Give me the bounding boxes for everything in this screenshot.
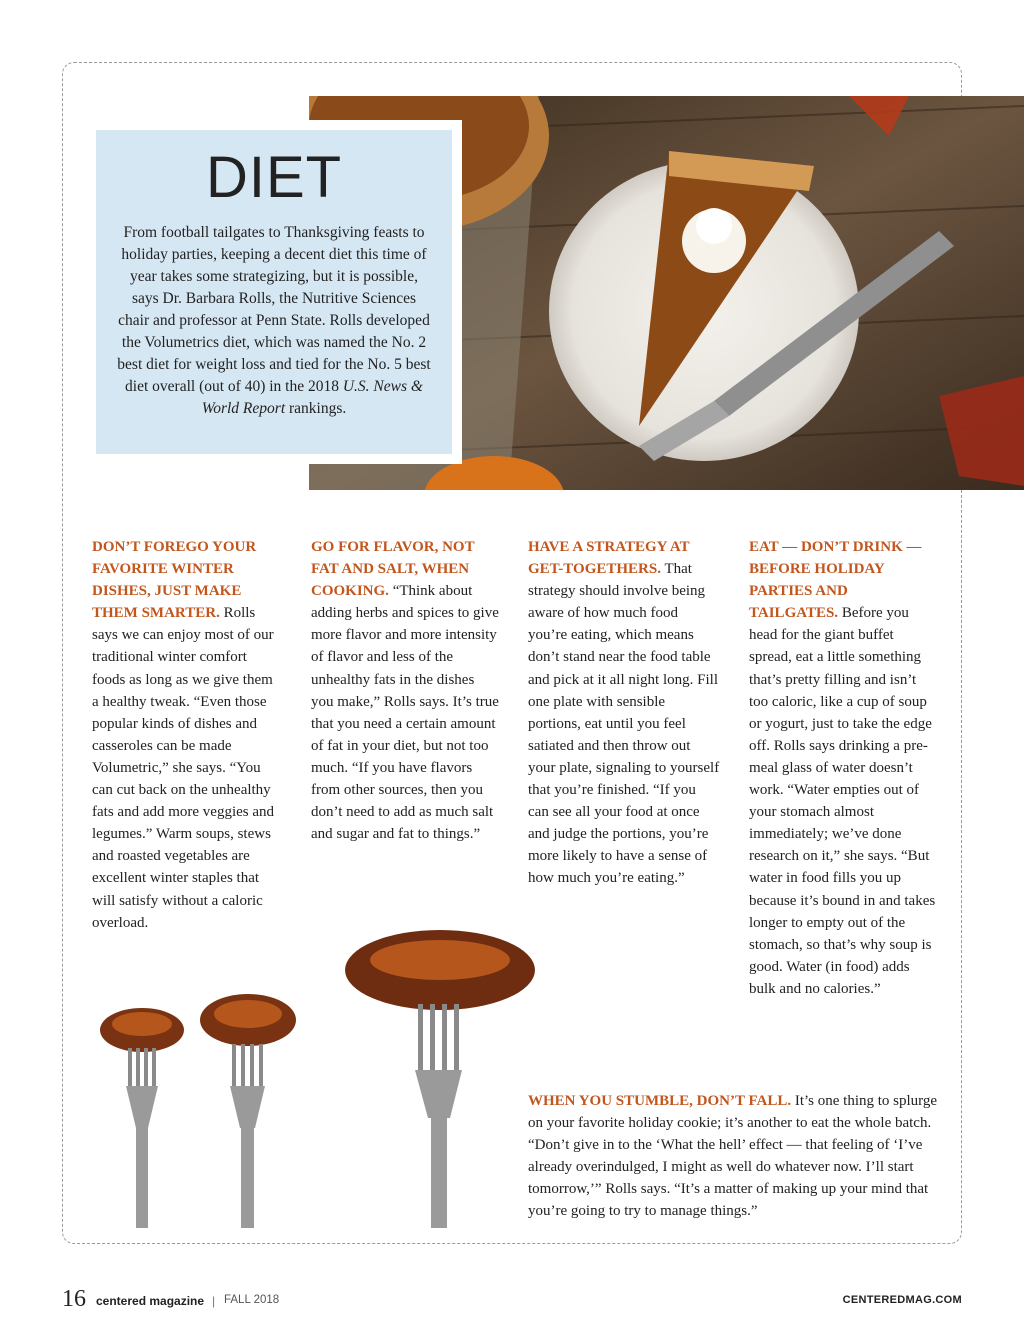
section-title: DIET: [205, 145, 343, 210]
column-heading: WHEN YOU STUMBLE, DON’T FALL.: [528, 1093, 792, 1109]
intro-text-end: rankings.: [285, 400, 347, 417]
website-link[interactable]: CENTEREDMAG.COM: [842, 1294, 962, 1306]
column-heading: HAVE A STRATEGY AT GET-TOGETHERS.: [528, 539, 690, 578]
roasted-chicken-on-forks-photo: [90, 928, 560, 1228]
article-column-3: [528, 536, 720, 890]
intro-publication: U.S. News & World Report: [201, 378, 423, 417]
article-column-4: [749, 536, 937, 1000]
column-body: Before you head for the giant buffet spread, eat a little something that’s pretty filling and isn’t too caloric, like a cup of soup or yogurt, just to take the edge off. Rolls says drinking a pre-meal glass of water doesn’t work. “Water empties out of your stomach almost immediately; we’ve done research on it,” she says. “But water in food fills you up because it’s bound in and takes longer to empty out of the stomach, so that’s why soup is good. Water (in food) adds bulk and no calories.”: [749, 605, 936, 997]
column-heading: DON’T FOREGO YOUR FAVORITE WINTER DISHES, JUST MAKE THEM SMARTER.: [92, 539, 257, 622]
column-body: Rolls says we can enjoy most of our traditional winter comfort foods as long as we give them a healthy tweak. “Even those popular kinds of dishes and casseroles can be made Volumetric,” she says. “You can cut back on the unhealthy fats and add more veggies and legumes.” Warm soups, stews and roasted vegetables are excellent winter staples that will satisfy without a caloric overload.: [92, 605, 275, 931]
page-number: 16: [62, 1286, 86, 1312]
page-footer: [62, 1286, 962, 1314]
column-body: That strategy should involve being aware of how much food you’re eating, which means don’t stand near the food table and pick at it all night long. Fill one plate with sensible portions, eat until you feel satiated and then throw out your plate, signaling to yourself that you’re finished. “If you can see all your food at once and judge the portions, you’re more likely to have a sense of how much you’re eating.”: [528, 561, 720, 887]
article-column-1: [92, 536, 280, 934]
article-column-5: [528, 1090, 938, 1223]
footer-separator: |: [212, 1294, 216, 1308]
intro-box: [96, 130, 452, 454]
magazine-name: centered magazine: [96, 1294, 205, 1308]
column-heading: EAT — DON’T DRINK — BEFORE HOLIDAY PARTIES AND TAILGATES.: [749, 539, 922, 622]
issue-label: FALL 2018: [224, 1294, 280, 1306]
column-body: It’s one thing to splurge on your favorite holiday cookie; it’s another to eat the whole batch. “Don’t give in to the ‘What the hell’ effect — that feeling of ‘I’ve already overindulged, I might as well do whatever now. I’ll start tomorrow,’” Rolls says. “It’s a matter of making up your mind that you’re going to try to manage things.”: [528, 1093, 938, 1220]
intro-text: From football tailgates to Thanksgiving feasts to holiday parties, keeping a decent diet this time of year takes some strategizing, but it is possible, says Dr. Barbara Rolls, the Nutritive Sciences chair and professor at Penn State. Rolls developed the Volumetrics diet, which was named the No. 2 best diet for weight loss and tied for the No. 5 best diet overall (out of 40) in the 2018: [117, 224, 431, 395]
article-column-2: [311, 536, 499, 845]
column-body: “Think about adding herbs and spices to give more flavor and more intensity of flavor and less of the unhealthy fats in the dishes you make,” Rolls says. It’s true that you need a certain amount of fat in your diet, but not too much. “If you have flavors from other sources, then you don’t need to add as much salt and sugar and fat to things.”: [311, 583, 499, 843]
intro-paragraph: [116, 222, 432, 420]
column-heading: GO FOR FLAVOR, NOT FAT AND SALT, WHEN COOKING.: [311, 539, 475, 600]
